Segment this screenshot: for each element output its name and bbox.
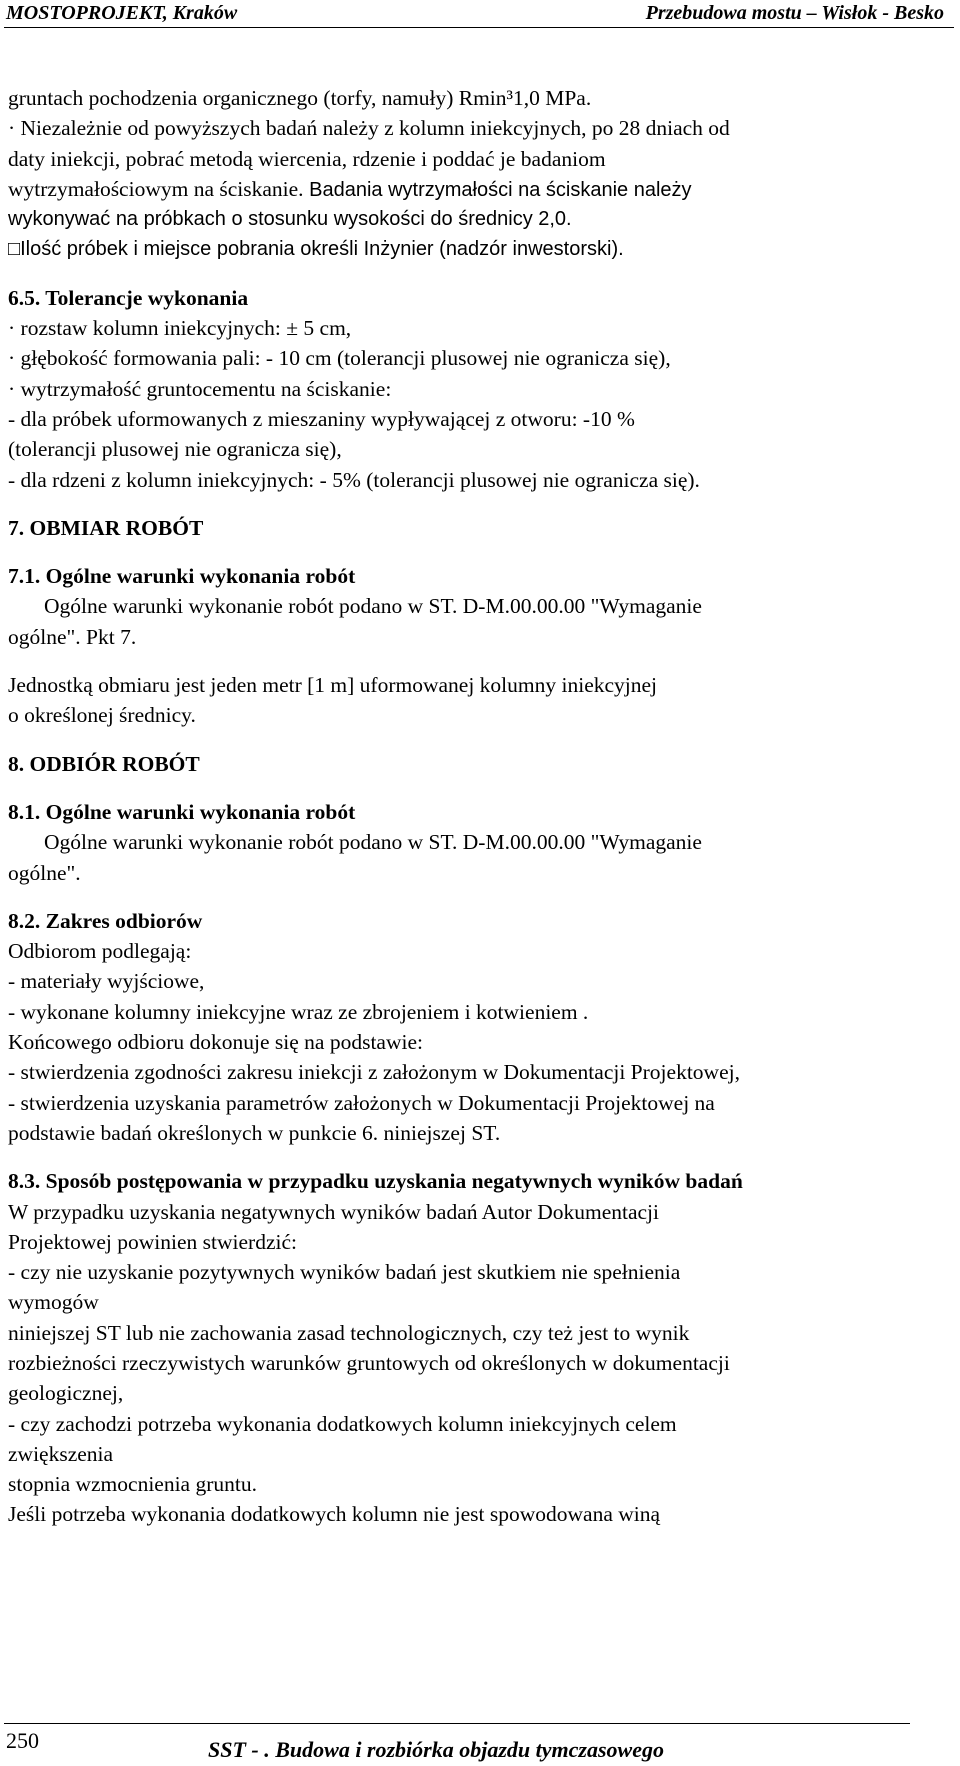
section-heading-8-3: 8.3. Sposób postępowania w przypadku uzyskania negatywnych wyników badań [8,1169,743,1194]
spacer [8,888,953,906]
body-text-sans: Badania wytrzymałości na ściskanie należy [303,178,692,201]
body-line: · głębokość formowania pali: - 10 cm (tolerancji plusowej nie ogranicza się), [8,346,671,371]
spacer [8,1148,953,1166]
footer-title: SST - . Budowa i rozbiórka objazdu tymczasowego [208,1737,664,1762]
body-line: podstawie badań określonych w punkcie 6. niniejszej ST. [8,1120,501,1145]
body-line: Ogólne warunki wykonanie robót podano w ST. D-M.00.00.00 "Wymaganie [44,594,702,619]
footer-page-number: 250 [6,1728,39,1753]
spacer [8,652,953,670]
spacer [8,543,953,561]
body-line: - stwierdzenia uzyskania parametrów założonych w Dokumentacji Projektowej na [8,1090,715,1115]
section-heading-6-5: 6.5. Tolerancje wykonania [8,285,249,310]
body-line: - dla rdzeni z kolumn iniekcyjnych: - 5% (tolerancji plusowej nie ogranicza się). [8,467,700,492]
body-line: zwiększenia [8,1441,114,1466]
body-line: wymogów [8,1290,99,1315]
body-line: rozbieżności rzeczywistych warunków gruntowych od określonych w dokumentacji [8,1350,730,1375]
body-line: wykonywać na próbkach o stosunku wysokości do średnicy 2,0. [8,208,572,231]
spacer [8,265,953,283]
page-body [8,83,953,1530]
body-line: - czy nie uzyskanie pozytywnych wyników badań jest skutkiem nie spełnienia [8,1260,681,1285]
spacer [8,495,953,513]
section-heading-7: 7. OBMIAR ROBÓT [8,515,204,540]
body-line: - dla próbek uformowanych z mieszaniny wypływającej z otworu: -10 % [8,406,635,431]
body-line: geologicznej, [8,1381,124,1406]
body-line: □Ilość próbek i miejsce pobrania określi Inżynier (nadzór inwestorski). [8,238,624,261]
body-line: Końcowego odbioru dokonuje się na podstawie: [8,1030,423,1055]
body-line: · Niezależnie od powyższych badań należy z kolumn iniekcyjnych, po 28 dniach od [8,116,730,141]
body-line: Jeśli potrzeba wykonania dodatkowych kolumn nie jest spowodowana winą [8,1502,661,1527]
body-line [8,174,953,204]
body-line: (tolerancji plusowej nie ogranicza się), [8,437,342,462]
body-line: ogólne". Pkt 7. [8,624,137,649]
spacer [8,731,953,749]
section-heading-8-2: 8.2. Zakres odbiorów [8,908,203,933]
body-line: - materiały wyjściowe, [8,969,205,994]
body-line: stopnia wzmocnienia gruntu. [8,1472,257,1497]
body-line: · rozstaw kolumn iniekcyjnych: ± 5 cm, [8,316,352,341]
header-company: MOSTOPROJEKT, Kraków [6,2,238,24]
body-line: niniejszej ST lub nie zachowania zasad technologicznych, czy też jest to wynik [8,1320,690,1345]
body-line: Jednostką obmiaru jest jeden metr [1 m] uformowanej kolumny iniekcyjnej [8,673,658,698]
body-line: Odbiorom podlegają: [8,939,192,964]
body-line: - wykonane kolumny iniekcyjne wraz ze zbrojeniem i kotwieniem . [8,999,589,1024]
body-line: daty iniekcji, pobrać metodą wiercenia, rdzenie i poddać je badaniom [8,146,606,171]
section-heading-8: 8. ODBIÓR ROBÓT [8,751,200,776]
body-line: · wytrzymałość gruntocementu na ściskanie: [8,376,392,401]
page-header [0,0,960,30]
header-project: Przebudowa mostu – Wisłok - Besko [645,2,944,24]
section-heading-8-1: 8.1. Ogólne warunki wykonania robót [8,799,356,824]
body-line: o określonej średnicy. [8,703,196,728]
spacer [8,779,953,797]
header-rule [4,27,954,28]
body-line: W przypadku uzyskania negatywnych wyników badań Autor Dokumentacji [8,1199,660,1224]
body-line: - stwierdzenia zgodności zakresu iniekcji z założonym w Dokumentacji Projektowej, [8,1060,740,1085]
body-text: wytrzymałościowym na ściskanie. [8,176,304,201]
body-line: Ogólne warunki wykonanie robót podano w ST. D-M.00.00.00 "Wymaganie [44,830,702,855]
body-line: - czy zachodzi potrzeba wykonania dodatkowych kolumn iniekcyjnych celem [8,1411,677,1436]
footer-rule [4,1723,910,1724]
section-heading-7-1: 7.1. Ogólne warunki wykonania robót [8,564,356,589]
body-line: Projektowej powinien stwierdzić: [8,1229,297,1254]
body-line: gruntach pochodzenia organicznego (torfy, namuły) Rmin³1,0 MPa. [8,86,592,110]
body-line: ogólne". [8,860,81,885]
